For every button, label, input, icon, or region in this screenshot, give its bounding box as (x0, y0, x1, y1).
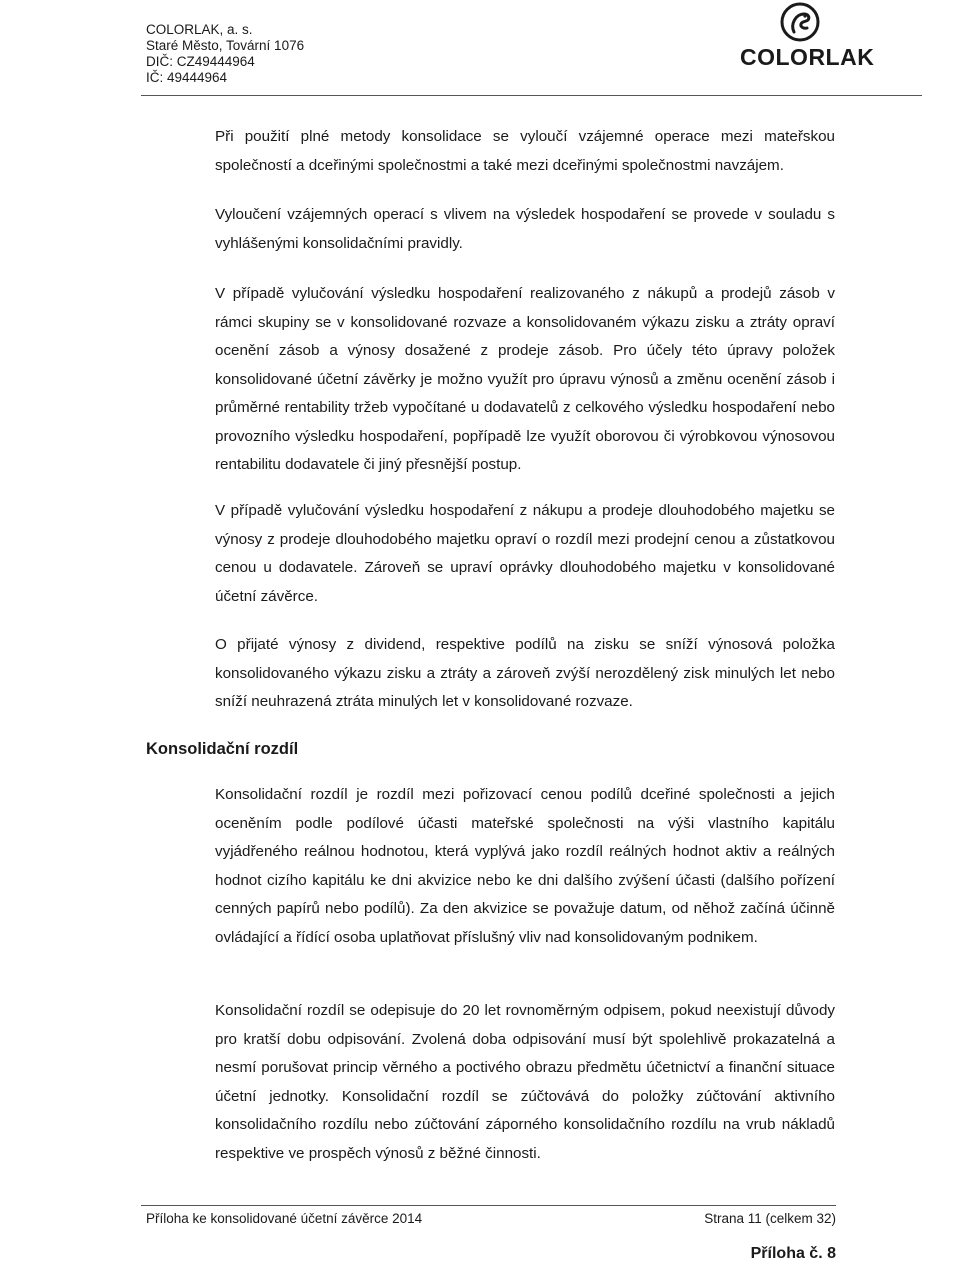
paragraph-2: Vyloučení vzájemných operací s vlivem na výsledek hospodaření se provede v souladu s vyhlášenými konsolidačními pravidly. (215, 206, 835, 252)
section-paragraph-2: Konsolidační rozdíl se odepisuje do 20 let rovnoměrným odpisem, pokud neexistují důvody pro kratší dobu odpisování. Zvolená doba odpisování musí být spolehlivě prokazatelná a nesmí porušovat princip věrného a poctivého obrazu předmětu účetnictví a finanční situace účetní jednotky. Konsolidační rozdíl se zúčtovává do položky zúčtování aktivního konsolidačního rozdílu nebo zúčtování záporného konsolidačního rozdílu na vrub nákladů respektive ve prospěch výnosů z běžné činnosti. (215, 1002, 835, 1162)
company-name: COLORLAK, a. s. (146, 22, 253, 37)
footer-page-number: Strana 11 (celkem 32) (704, 1211, 836, 1226)
section-heading: Konsolidační rozdíl (146, 740, 299, 758)
header-divider (141, 95, 922, 96)
swan-emblem-icon (780, 2, 820, 44)
paragraph-5: O přijaté výnosy z dividend, respektive podílů na zisku se sníží výnosová položka konsolidovaného výkazu zisku a ztráty a zároveň zvýší nerozdělený zisk minulých let nebo sníží neuhrazená ztráta minulých let v konsolidované rozvaze. (215, 636, 835, 710)
company-address: Staré Město, Tovární 1076 (146, 38, 305, 53)
logo-wordmark: COLORLAK (740, 44, 875, 70)
section-paragraph-1: Konsolidační rozdíl je rozdíl mezi pořizovací cenou podílů dceřiné společnosti a jejich oceněním podle podílové účasti mateřské společnosti na výši vlastního kapitálu vyjádřeného reálnou hodnotou, která vyplývá jako rozdíl reálných hodnot aktiv a reálných hodnot cizího kapitálu ke dni akvizice nebo ke dni dalšího zvýšení účasti (dalšího pořízení cenných papírů nebo podílů). Za den akvizice se považuje datum, od něhož začíná účinně ovládající a řídící osoba uplatňovat příslušný vliv nad konsolidovaným podnikem. (215, 786, 835, 946)
colorlak-logo (736, 2, 875, 70)
paragraph-3: V případě vylučování výsledku hospodaření realizovaného z nákupů a prodejů zásob v rámci skupiny se v konsolidované rozvaze a konsolidovaném výkazu zisku a ztráty opraví ocenění zásob a výnosy dosažené z prodeje zásob. Pro účely této úpravy položek konsolidované účetní závěrky je možno využít pro úpravu výnosů a změnu ocenění zásob i průměrné rentability tržeb vypočítané u dodavatelů z celkového výsledku hospodaření nebo provozního výsledku hospodaření, popřípadě lze využít oborovou či výrobkovou výnosovou rentabilitu dodavatele či jiný přesnější postup. (215, 285, 835, 473)
footer-document-title: Příloha ke konsolidované účetní závěrce 2014 (146, 1211, 423, 1226)
paragraph-4: V případě vylučování výsledku hospodaření z nákupu a prodeje dlouhodobého majetku se výnosy z prodeje dlouhodobého majetku opraví o rozdíl mezi prodejní cenou a zůstatkovou cenou u dodavatele. Zároveň se upraví oprávky dlouhodobého majetku v konsolidované účetní závěrce. (215, 502, 835, 605)
paragraph-1: Při použití plné metody konsolidace se vyloučí vzájemné operace mezi mateřskou společností a dceřinými společnostmi a také mezi dceřinými společnostmi navzájem. (215, 128, 835, 174)
company-info (146, 22, 304, 86)
attachment-label: Příloha č. 8 (750, 1245, 836, 1262)
company-dic: DIČ: CZ49444964 (146, 54, 255, 69)
company-ic: IČ: 49444964 (146, 70, 228, 85)
footer-divider (141, 1205, 836, 1206)
